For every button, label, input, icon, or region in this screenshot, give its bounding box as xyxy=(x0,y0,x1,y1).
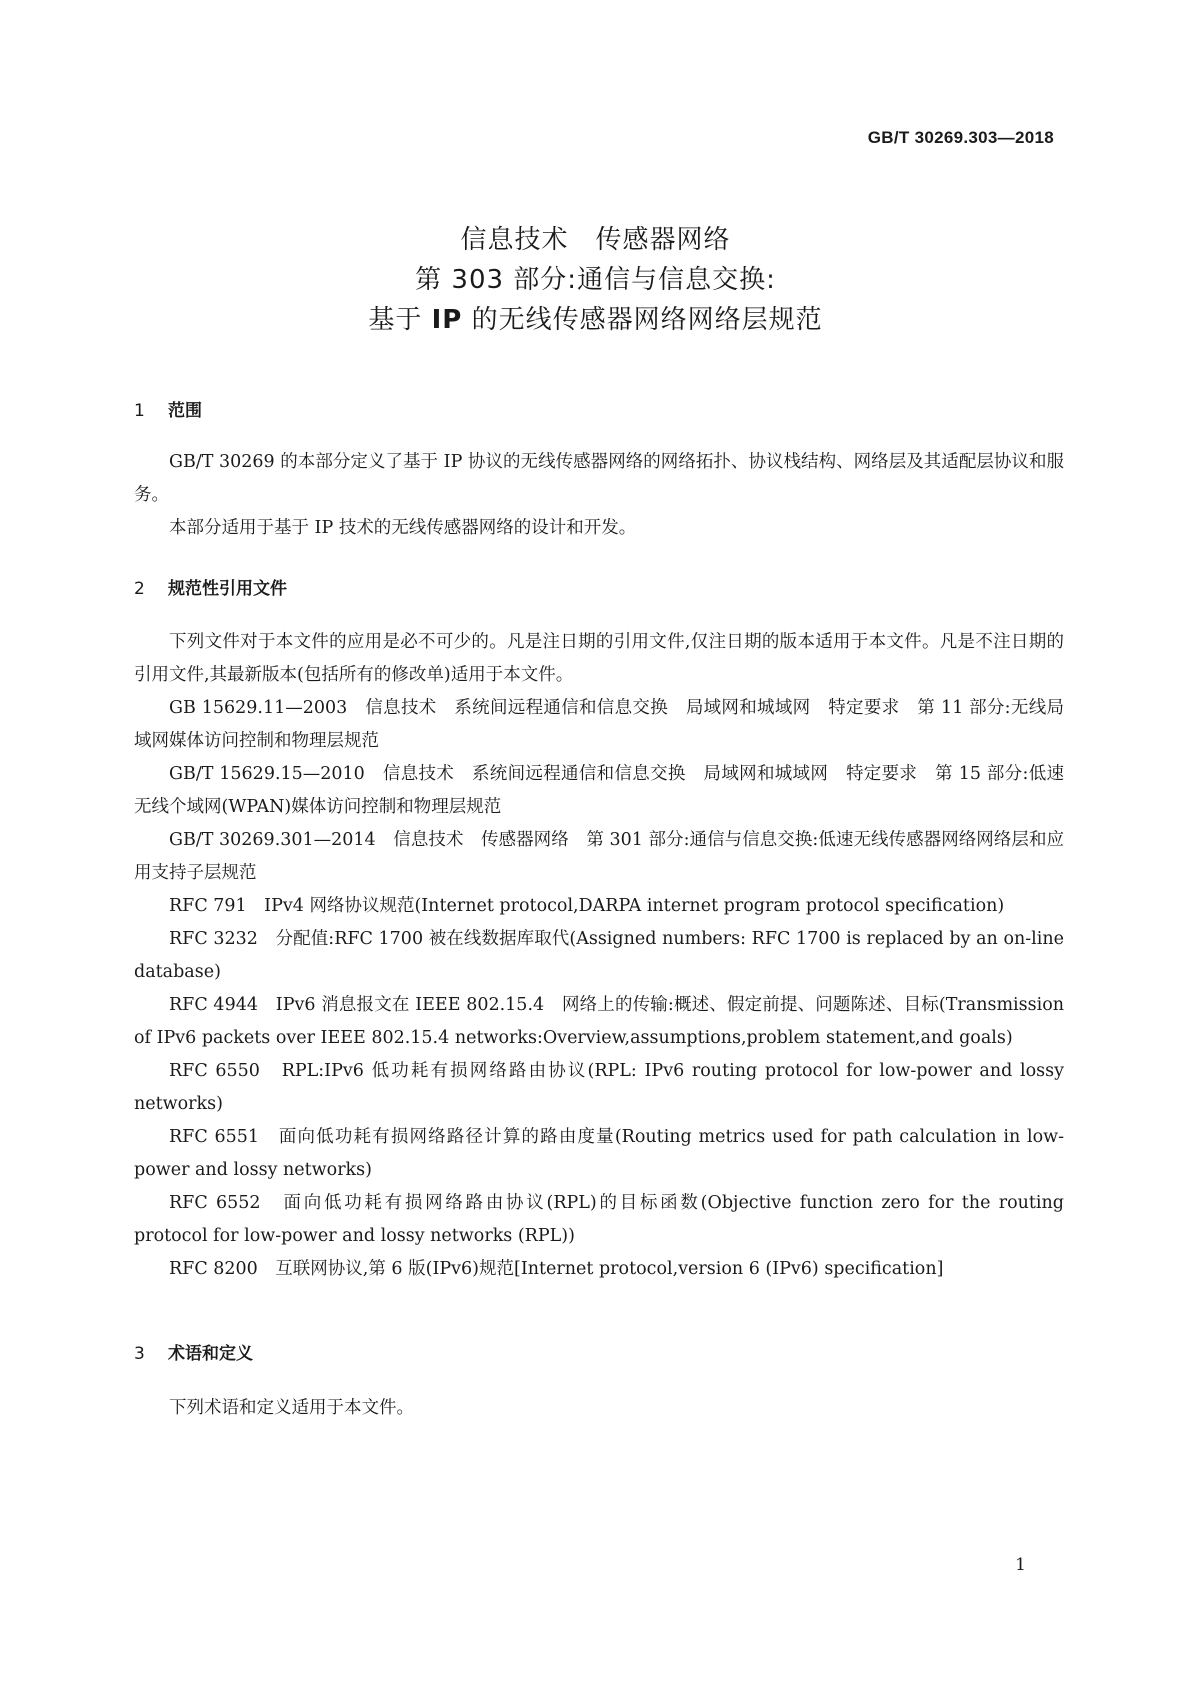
reference-item: RFC 3232 分配值:RFC 1700 被在线数据库取代(Assigned numbers: RFC 1700 is replaced by an on-line database) xyxy=(134,929,1064,982)
section-2-intro: 下列文件对于本文件的应用是必不可少的。凡是注日期的引用文件,仅注日期的版本适用于本文件。凡是不注日期的引用文件,其最新版本(包括所有的修改单)适用于本文件。 xyxy=(134,632,1064,685)
section-1-para-2: 本部分适用于基于 IP 技术的无线传感器网络的设计和开发。 xyxy=(169,518,637,538)
reference-item: RFC 8200 互联网协议,第 6 版(IPv6)规范[Internet protocol,version 6 (IPv6) specification] xyxy=(169,1259,944,1279)
title-line-3-pre: 基于 xyxy=(368,305,432,335)
section-3-number: 3 xyxy=(134,1344,145,1364)
section-2-heading xyxy=(134,574,287,599)
title-line-1: 信息技术 传感器网络 xyxy=(460,225,731,255)
document-title xyxy=(0,220,1191,340)
section-2-title: 规范性引用文件 xyxy=(168,579,287,599)
section-3-title: 术语和定义 xyxy=(168,1344,253,1364)
section-3-heading xyxy=(134,1339,253,1364)
reference-item: RFC 6552 面向低功耗有损网络路由协议(RPL)的目标函数(Objective function zero for the routing protocol for low-power and lossy networks (RPL)) xyxy=(134,1193,1064,1246)
section-2-number: 2 xyxy=(134,579,145,599)
section-1-number: 1 xyxy=(134,401,145,421)
section-1-title: 范围 xyxy=(168,401,202,421)
reference-item: GB/T 15629.15—2010 信息技术 系统间远程通信和信息交换 局域网和城域网 特定要求 第 15 部分:低速无线个域网(WPAN)媒体访问控制和物理层规范 xyxy=(134,764,1064,817)
section-2-body xyxy=(134,626,1064,1286)
reference-item: RFC 6551 面向低功耗有损网络路径计算的路由度量(Routing metrics used for path calculation in low-power and lossy networks) xyxy=(134,1127,1064,1180)
section-3-body xyxy=(134,1392,1064,1425)
section-1-heading xyxy=(134,396,202,421)
reference-item: GB 15629.11—2003 信息技术 系统间远程通信和信息交换 局域网和城域网 特定要求 第 11 部分:无线局域网媒体访问控制和物理层规范 xyxy=(134,698,1064,751)
section-1-para-1: GB/T 30269 的本部分定义了基于 IP 协议的无线传感器网络的网络拓扑、协议栈结构、网络层及其适配层协议和服务。 xyxy=(134,452,1064,505)
title-line-3 xyxy=(0,300,1191,340)
reference-item: RFC 791 IPv4 网络协议规范(Internet protocol,DARPA internet program protocol specification) xyxy=(169,896,1005,916)
page-number: 1 xyxy=(1015,1555,1026,1575)
reference-item: RFC 6550 RPL:IPv6 低功耗有损网络路由协议(RPL: IPv6 routing protocol for low-power and lossy networks) xyxy=(134,1061,1064,1114)
reference-item: GB/T 30269.301—2014 信息技术 传感器网络 第 301 部分:通信与信息交换:低速无线传感器网络网络层和应用支持子层规范 xyxy=(134,830,1064,883)
title-line-3-bold: IP xyxy=(431,305,463,335)
title-line-3-post: 的无线传感器网络网络层规范 xyxy=(462,305,823,335)
title-line-2: 第 303 部分:通信与信息交换: xyxy=(415,265,776,295)
reference-item: RFC 4944 IPv6 消息报文在 IEEE 802.15.4 网络上的传输:概述、假定前提、问题陈述、目标(Transmission of IPv6 packets over IEEE 802.15.4 networks:Overview,assumptions,problem statement,and goals) xyxy=(134,995,1064,1048)
section-3-intro: 下列术语和定义适用于本文件。 xyxy=(169,1398,414,1418)
standard-code: GB/T 30269.303—2018 xyxy=(867,128,1054,147)
section-1-body xyxy=(134,446,1064,545)
